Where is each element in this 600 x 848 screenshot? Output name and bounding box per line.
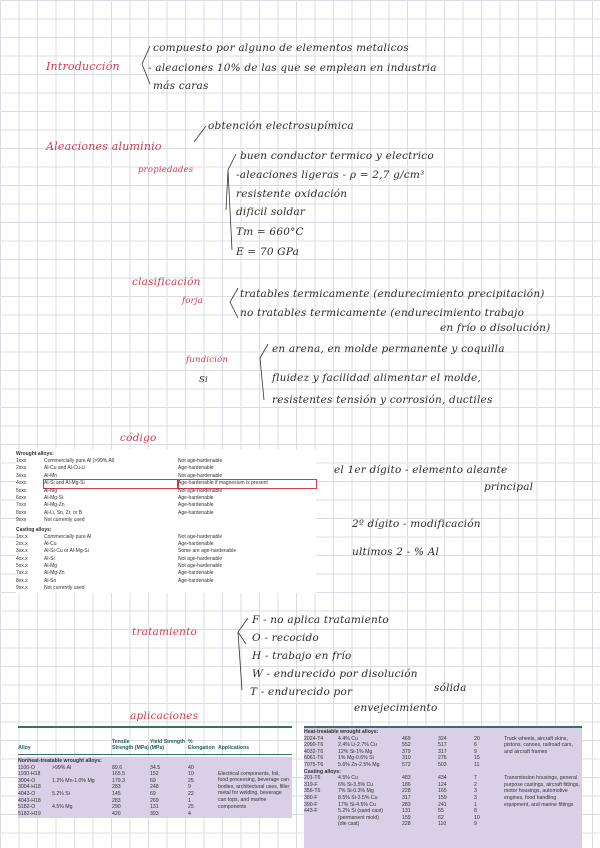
- alloy-designation-table: [16, 449, 316, 593]
- table-cell: 12% Si-1% Mg: [338, 748, 373, 755]
- intro-label: Introducción: [46, 60, 120, 73]
- table-cell: 11: [474, 761, 480, 768]
- table-cell: 7: [474, 775, 477, 782]
- table-cell: 152: [150, 771, 159, 778]
- table-cell: 6% Si-3.5% Cu: [338, 781, 374, 788]
- casting-row: [16, 578, 316, 585]
- table-cell: 5182-H19: [18, 810, 41, 817]
- table-cell: 4.5% Cu: [338, 775, 358, 782]
- table-cell: 5.2% Si (sand cast): [338, 808, 383, 815]
- table-cell: 2: [474, 781, 477, 788]
- table-cell: 7075-T6: [304, 761, 324, 768]
- tratamiento-title: tratamiento: [132, 626, 198, 638]
- table-cell: Not age-hardenable: [178, 555, 223, 562]
- table-cell: 3xxx: [16, 472, 27, 479]
- obtencion-text: obtención electrosupímica: [208, 120, 354, 132]
- nonheat-row: [18, 804, 218, 811]
- table-cell: 420: [112, 810, 121, 817]
- table-cell: 5.2% Si: [52, 790, 70, 797]
- intro-line3: más caras: [153, 80, 209, 92]
- table-cell: 283: [112, 784, 121, 791]
- table-cell: 3: [474, 788, 477, 795]
- table-cell: 1xxx: [16, 458, 27, 464]
- table-cell: 124: [438, 781, 447, 788]
- table-cell: 6xxx: [16, 494, 27, 501]
- hdr-tensile: Tensile Strength (MPa): [112, 738, 149, 752]
- heat-applications: Truck wheels, aircraft skins, pistons, canoes, railroad cars, and aircraft frames: [504, 735, 573, 755]
- table-cell: 159: [402, 814, 411, 821]
- casting-title: Casting alloys:: [16, 526, 52, 533]
- table-cell: 434: [438, 775, 447, 782]
- casting-alloy-row: [304, 802, 504, 809]
- casting-alloy-row: [304, 782, 504, 789]
- table-cell: Age-hardenable: [178, 540, 214, 547]
- table-header-rule: [18, 754, 292, 755]
- table-cell: 6: [474, 742, 477, 749]
- casting-group: Casting alloys:: [304, 768, 341, 775]
- table-cell: 201-T6: [304, 775, 321, 782]
- table-cell: 2024-T4: [304, 735, 324, 742]
- table-cell: 443-F: [304, 808, 318, 815]
- table-cell: 5xx.x: [16, 563, 28, 570]
- table-cell: Al-Mg: [44, 487, 58, 494]
- casting-alloy-row: [304, 775, 504, 782]
- table-cell: 3004-O: [18, 777, 36, 784]
- table-cell: Age-hardenable: [178, 577, 214, 584]
- prop-2: -aleaciones ligeras - ρ = 2,7 g/cm³: [236, 169, 425, 181]
- table-cell: [52, 771, 112, 778]
- table-cell: 10: [474, 814, 480, 821]
- table-cell: 10: [188, 771, 194, 778]
- nonheat-row: [18, 798, 218, 805]
- casting-row: [16, 548, 316, 555]
- table-cell: [52, 811, 112, 818]
- table-cell: 4043-O: [18, 790, 36, 797]
- table-cell: 3: [474, 794, 477, 801]
- wrought-row: [16, 502, 316, 509]
- codigo-title: código: [120, 432, 157, 444]
- table-cell: 2.4% Li-2.7% Cu: [338, 742, 377, 749]
- table-cell: Al-Cu and Al-Cu-Li: [44, 465, 86, 472]
- casting-row: [16, 556, 316, 563]
- table-cell: 25: [188, 804, 194, 811]
- heat-row: [304, 762, 504, 769]
- table-cell: 3004-H18: [18, 784, 41, 791]
- nonheat-row: [18, 765, 218, 772]
- forja-label: forja: [182, 296, 204, 306]
- table-cell: 4032-T6: [304, 748, 324, 755]
- codigo-note2: 2º dígito - modificación: [352, 518, 481, 530]
- intro-line1: compuesto por alguno de elementos metalicos: [153, 42, 409, 54]
- heat-row: [304, 749, 504, 756]
- table-cell: Not age-hardenable: [178, 487, 223, 494]
- table-cell: 2090-T6: [304, 742, 324, 749]
- hdr-applications: Applications: [218, 745, 250, 752]
- table-cell: [304, 821, 338, 828]
- table-cell: 6061-T6: [304, 755, 324, 762]
- propiedades-label: propiedades: [138, 165, 194, 175]
- nonheat-header-row: [18, 730, 292, 752]
- trat-item-4b: sólida: [434, 682, 467, 694]
- table-cell: Age-hardenable: [178, 502, 214, 509]
- fundicion-line3: resistentes tensión y corrosión, ductiles: [272, 394, 493, 406]
- table-cell: 269: [150, 797, 159, 804]
- hdr-alloy: Alloy: [18, 745, 31, 752]
- table-cell: [52, 784, 112, 791]
- fundicion-brace: [256, 342, 272, 404]
- table-cell: 62: [438, 814, 444, 821]
- table-cell: 517: [438, 742, 447, 749]
- table-cell: 4.5% Mg: [52, 804, 73, 811]
- table-cell: 241: [438, 801, 447, 808]
- table-cell: >99% Al: [52, 764, 72, 771]
- table-cell: 7% Si-0.3% Mg: [338, 788, 374, 795]
- casting-alloy-row: [304, 788, 504, 795]
- heat-group: Heat-treatable wrought alloys:: [304, 729, 379, 735]
- heat-row: [304, 755, 504, 762]
- wrought-row: [16, 473, 316, 480]
- table-cell: 159: [438, 794, 447, 801]
- table-cell: (permanent mold): [338, 814, 379, 821]
- table-cell: 1: [188, 797, 191, 804]
- table-cell: 310: [402, 755, 411, 762]
- table-cell: 17% Si-4.5% Cu: [338, 801, 377, 808]
- prop-6: E = 70 GPa: [236, 246, 300, 258]
- table-cell: Al-Si: [44, 555, 55, 562]
- table-cell: 34.5: [150, 764, 161, 771]
- table-cell: 552: [402, 742, 411, 749]
- obtencion-connector: [190, 124, 210, 144]
- table-cell: 22: [188, 790, 194, 797]
- heat-row: [304, 742, 504, 749]
- table-cell: 1xx.x: [16, 533, 28, 540]
- casting-row: [16, 541, 316, 548]
- trat-item-3: H - trabajo en frío: [252, 650, 352, 662]
- table-cell: 393: [150, 810, 159, 817]
- table-cell: 1100-O: [18, 764, 35, 771]
- table-cell: 89.6: [112, 764, 123, 771]
- trat-item-1: F - no aplica tratamiento: [252, 614, 389, 626]
- table-cell: 379: [402, 748, 411, 755]
- table-cell: 186: [402, 781, 411, 788]
- table-cell: 1100-H18: [18, 771, 41, 778]
- table-cell: Al-Mn: [44, 472, 58, 479]
- wrought-row: [16, 480, 316, 487]
- table-cell: 8: [474, 808, 477, 815]
- casting-row: [16, 534, 316, 541]
- table-cell: Al-Mg-Zn: [44, 570, 65, 577]
- table-cell: 572: [402, 761, 411, 768]
- forja-line1: tratables termicamente (endurecimiento precipitación): [240, 288, 545, 300]
- prop-5: Tm = 660°C: [236, 226, 304, 238]
- hdr-elongation: % Elongation: [188, 738, 215, 752]
- wrought-row: [16, 465, 316, 472]
- prop-4: dificil soldar: [236, 206, 306, 218]
- table-cell: 165.5: [112, 771, 125, 778]
- table-cell: 40: [188, 764, 194, 771]
- table-cell: Al-Si and Al-Mg-Si: [44, 480, 178, 487]
- table-cell: Not currently used: [44, 585, 85, 592]
- table-cell: 248: [150, 784, 159, 791]
- table-cell: 9xx.x: [16, 585, 28, 592]
- prop-1: buen conductor termico y electrico: [240, 150, 434, 162]
- wrought-row: [16, 495, 316, 502]
- casting-applications: Transmission housings, general purpose castings, aircraft fittings, motor housings, automotive engines, food handling equipment, and marine fittings: [504, 775, 580, 808]
- table-cell: 3xx.x: [16, 548, 28, 555]
- table-cell: 9: [474, 821, 477, 828]
- wrought-row: [16, 517, 316, 524]
- nonheat-applications: Electrical components, foil, food processing, beverage can bodies, architectural uses, filler metal for welding, beverage can tops, and marine components: [218, 770, 290, 810]
- table-cell: 20: [474, 735, 480, 742]
- table-cell: (die cast): [338, 821, 360, 828]
- table-cell: Al-Sn: [44, 577, 57, 584]
- forja-line3: en frío o disolución): [440, 322, 551, 334]
- nonheat-table: [18, 726, 292, 848]
- propiedades-brace: [222, 150, 242, 260]
- table-cell: Not age-hardenable: [178, 533, 223, 540]
- table-cell: Al-Mg-Si: [44, 494, 64, 501]
- nonheat-row: [18, 784, 218, 791]
- table-cell: Some are age-hardenable: [178, 548, 237, 555]
- codigo-note1: el 1er dígito - elemento aleante: [334, 464, 508, 476]
- clasificacion-title: clasificación: [132, 276, 201, 288]
- table-cell: 69: [150, 777, 156, 784]
- wrought-row: [16, 510, 316, 517]
- table-cell: 110: [438, 821, 447, 828]
- table-cell: Commercially pure Al (>99% Al): [44, 458, 115, 464]
- table-cell: Al-Li, Sn, Zr, or B: [44, 509, 83, 516]
- table-cell: [178, 585, 316, 592]
- heat-row: [304, 736, 504, 743]
- table-cell: 8.5% Si-3.5% Cu: [338, 794, 378, 801]
- tratamiento-brace: [232, 614, 252, 694]
- si-label: Si: [199, 375, 208, 385]
- nonheat-group: Nonheat-treatable wrought alloys:: [18, 758, 102, 764]
- table-cell: 25: [188, 777, 194, 784]
- heat-table: [304, 726, 582, 848]
- table-cell: 228: [402, 821, 411, 828]
- table-cell: 9: [474, 748, 477, 755]
- casting-row: [16, 585, 316, 592]
- table-cell: 276: [438, 755, 447, 762]
- table-cell: 55: [438, 808, 444, 815]
- table-cell: 283: [112, 797, 121, 804]
- table-cell: Not age-hardenable: [178, 458, 223, 464]
- table-top-rule: [18, 726, 292, 728]
- table-cell: 5182-O: [18, 804, 36, 811]
- wrought-title: Wrought alloys:: [16, 451, 54, 457]
- trat-item-4: W - endurecido por disolución: [252, 668, 418, 680]
- aplicaciones-title: aplicaciones: [130, 710, 199, 722]
- table-cell: 356-T6: [304, 788, 321, 795]
- hdr-yield: Yield Strength (MPa): [150, 738, 185, 752]
- table-cell: 390-F: [304, 801, 318, 808]
- trat-item-5: T - endurecido por: [250, 686, 353, 698]
- table-cell: 317: [438, 748, 447, 755]
- codigo-note3: ultimos 2 - % Al: [352, 546, 440, 558]
- trat-item-5b: envejecimiento: [354, 702, 438, 714]
- table-cell: 319-F: [304, 781, 318, 788]
- table-cell: Age-hardenable if magnesium is present: [178, 480, 316, 487]
- table-cell: 5.6% Zn-2.5% Mg: [338, 761, 380, 768]
- table-cell: 179.3: [112, 777, 125, 784]
- nonheat-row: [18, 811, 218, 818]
- casting-alloy-row: [304, 795, 504, 802]
- wrought-row: [16, 458, 316, 465]
- prop-3: resistente oxidación: [236, 188, 348, 200]
- table-cell: 228: [402, 788, 411, 795]
- aluminio-title: Aleaciones aluminio: [46, 140, 162, 153]
- table-cell: 2xxx: [16, 465, 27, 472]
- table-cell: Al-Si-Cu or Al-Mg-Si: [44, 548, 89, 555]
- table-cell: 1% Mg-0.6% Si: [338, 755, 374, 762]
- table-cell: 4: [188, 810, 191, 817]
- table-cell: 4.4% Cu: [338, 735, 358, 742]
- casting-alloy-row: [304, 808, 504, 815]
- table-cell: 69: [150, 790, 156, 797]
- table-cell: Not age-hardenable: [178, 563, 223, 570]
- table-cell: Age-hardenable: [178, 570, 214, 577]
- table-cell: Age-hardenable: [178, 465, 214, 472]
- table-cell: 9: [188, 784, 191, 791]
- table-cell: Al-Mg: [44, 563, 58, 570]
- casting-row: [16, 570, 316, 577]
- table-cell: [178, 517, 316, 524]
- table-cell: 324: [438, 735, 447, 742]
- table-cell: Not age-hardenable: [178, 472, 223, 479]
- wrought-row: [16, 488, 316, 495]
- table-cell: 7xxx: [16, 502, 27, 509]
- fundicion-line1: en arena, en molde permanente y coquilla: [272, 343, 505, 355]
- table-cell: Age-hardenable: [178, 509, 214, 516]
- trat-item-2: O - recocido: [252, 632, 319, 644]
- table-cell: 317: [402, 794, 411, 801]
- table-cell: 131: [150, 804, 159, 811]
- table-cell: 1: [474, 801, 477, 808]
- table-cell: 4xx.x: [16, 555, 28, 562]
- table-cell: [52, 798, 112, 805]
- table-cell: 283: [402, 801, 411, 808]
- table-cell: Commercially pure Al: [44, 533, 92, 540]
- table-cell: 15: [474, 755, 480, 762]
- table-cell: 503: [438, 761, 447, 768]
- nonheat-row: [18, 778, 218, 785]
- table-cell: 7xx.x: [16, 570, 28, 577]
- table-cell: Al-Mg-Zn: [44, 502, 65, 509]
- table-cell: [304, 815, 338, 822]
- table-cell: 290: [112, 804, 121, 811]
- forja-line2: no tratables termicamente (endurecimiento trabajo: [240, 307, 525, 319]
- codigo-note1b: principal: [484, 481, 534, 493]
- table-cell: Age-hardenable: [178, 494, 214, 501]
- table-cell: 1.2% Mn-1.0% Mg: [52, 777, 95, 784]
- casting-alloy-row: [304, 815, 504, 822]
- table-cell: 469: [402, 735, 411, 742]
- table-cell: 380-F: [304, 794, 318, 801]
- fundicion-line2: fluidez y facilidad alimentar el molde,: [272, 372, 481, 384]
- casting-row: [16, 563, 316, 570]
- table-cell: 165: [438, 788, 447, 795]
- table-cell: 2xx.x: [16, 540, 28, 547]
- table-cell: 8xx.x: [16, 577, 28, 584]
- nonheat-row: [18, 771, 218, 778]
- table-cell: 131: [402, 808, 411, 815]
- table-cell: Al-Cu: [44, 540, 57, 547]
- fundicion-label: fundición: [186, 355, 229, 365]
- table-cell: 4043-H18: [18, 797, 41, 804]
- heat-top-rule: [304, 726, 582, 728]
- casting-alloy-row: [304, 821, 504, 828]
- table-cell: Not currently used: [44, 517, 85, 524]
- nonheat-row: [18, 791, 218, 798]
- table-cell: 4xxx: [16, 480, 27, 487]
- table-cell: 8xxx: [16, 509, 27, 516]
- table-cell: 145: [112, 790, 121, 797]
- intro-line2: - aleaciones 10% de las que se emplean en industria: [148, 62, 437, 74]
- table-cell: 9xxx: [16, 517, 27, 524]
- table-cell: 5xxx: [16, 487, 27, 494]
- table-cell: 483: [402, 775, 411, 782]
